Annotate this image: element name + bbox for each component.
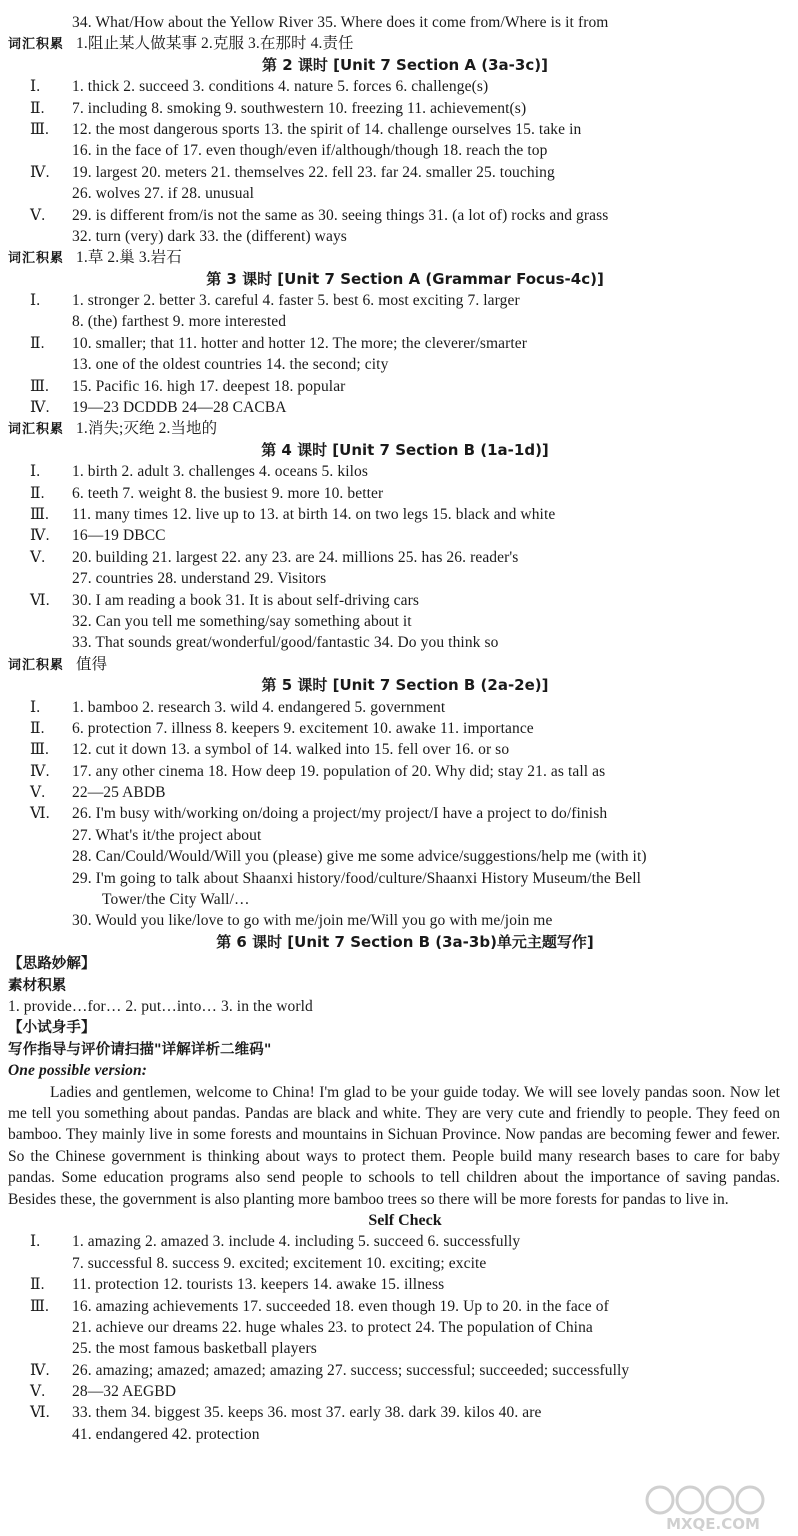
roman-numeral: Ⅱ. [30,99,45,117]
watermark-logo [638,1484,788,1532]
answer-line [30,761,780,782]
roman-numeral: Ⅰ. [30,698,41,716]
answer-line [30,333,780,354]
bold-label: 【思路妙解】 [8,956,96,973]
roman-numeral: Ⅰ. [30,78,41,96]
answer-line [30,697,780,718]
plain-line: 1. provide…for… 2. put…into… 3. in the world [8,997,313,1015]
roman-numeral: Ⅵ. [30,591,50,609]
answer-text: 30. I am reading a book 31. It is about self-driving cars [72,591,420,609]
answer-text: 7. including 8. smoking 9. southwestern 10. freezing 11. achievement(s) [72,99,527,117]
answer-text: 33. them 34. biggest 35. keeps 36. most 37. early 38. dark 39. kilos 40. are [72,1404,542,1422]
roman-numeral: Ⅴ. [30,1383,46,1401]
bold-label: 【小试身手】 [8,1020,96,1037]
answer-line [30,290,780,311]
answer-text: 1. amazing 2. amazed 3. include 4. including 5. succeed 6. successfully [72,1233,521,1251]
vocab-line [8,33,780,54]
vocab-text: 1.阻止某人做某事 2.克服 3.在那时 4.责任 [76,35,354,53]
answer-lines-self-check [30,1210,780,1445]
answer-line [30,483,780,504]
bold-label: 写作指导与评价请扫描"详解详析二维码" [8,1041,272,1058]
answer-line-continued: 27. countries 28. understand 29. Visitors [72,570,327,588]
answer-line [30,1274,780,1295]
answer-line-continued: 32. Can you tell me something/say something about it [72,612,412,630]
roman-numeral: Ⅵ. [30,1404,50,1422]
lesson-heading: 第 4 课时 [Unit 7 Section B (1a-1d)] [261,440,549,459]
answer-line-continued: 16. in the face of 17. even though/even if/although/though 18. reach the top [72,142,548,160]
answer-line [30,525,780,546]
bold-label: 素材积累 [8,977,67,994]
answer-text: 28—32 AEGBD [72,1383,177,1401]
vocab-text: 值得 [76,655,108,673]
vocab-line [8,418,780,439]
answer-text: 16. amazing achievements 17. succeeded 18. even though 19. Up to 20. in the face of [72,1297,609,1315]
lesson-heading: 第 5 课时 [Unit 7 Section B (2a-2e)] [261,676,549,695]
answer-text: 16—19 DBCC [72,527,166,545]
vocab-label: 词汇积累 [8,422,65,438]
answer-line [30,739,780,760]
answer-text: 12. cut it down 13. a symbol of 14. walked into 15. fell over 16. or so [72,741,510,759]
answer-text: 22—25 ABDB [72,784,166,802]
roman-numeral: Ⅴ. [30,548,46,566]
roman-numeral: Ⅰ. [30,292,41,310]
answer-line-continued: 34. What/How about the Yellow River 35. Where does it come from/Where is it from [72,14,609,31]
answer-line [30,98,780,119]
roman-numeral: Ⅰ. [30,463,41,481]
answer-text: 1. birth 2. adult 3. challenges 4. oceans 5. kilos [72,463,368,481]
label-line [8,1039,780,1060]
sample-essay [8,1082,780,1210]
vocab-line [8,654,780,675]
vocab-text: 1.草 2.巢 3.岩石 [76,249,182,267]
answer-line-wrapped: Tower/the City Wall/… [102,891,250,909]
answer-line [30,376,780,397]
answer-line [30,397,780,418]
answer-line [30,718,780,739]
answer-text: 20. building 21. largest 22. any 23. are 24. millions 25. has 26. reader's [72,548,519,566]
answer-line-continued: 7. successful 8. success 9. excited; excitement 10. exciting; excite [72,1254,487,1272]
answer-line-continued: 28. Can/Could/Would/Will you (please) give me some advice/suggestions/help me (with it) [72,848,647,866]
answer-line [30,119,780,140]
answer-line [30,803,780,824]
answer-line-continued: 32. turn (very) dark 33. the (different) ways [72,227,347,245]
roman-numeral: Ⅲ. [30,377,50,395]
essay-intro-line [8,1060,780,1081]
answer-text: 6. protection 7. illness 8. keepers 9. excitement 10. awake 11. importance [72,719,534,737]
vocab-text: 1.消失;灭绝 2.当地的 [76,420,218,438]
answer-line [30,1231,780,1252]
roman-numeral: Ⅲ. [30,120,50,138]
answer-line [30,504,780,525]
roman-numeral: Ⅴ. [30,784,46,802]
answer-line [30,547,780,568]
roman-numeral: Ⅱ. [30,719,45,737]
answer-line [30,1360,780,1381]
vocab-label: 词汇积累 [8,657,65,673]
section-heading: Self Check [368,1211,442,1229]
watermark-text: MXQE.COM [666,1515,760,1533]
answer-line-continued: 25. the most famous basketball players [72,1340,317,1358]
roman-numeral: Ⅲ. [30,741,50,759]
answer-text: 11. protection 12. tourists 13. keepers 14. awake 15. illness [72,1276,445,1294]
answer-text: 26. amazing; amazed; amazed; amazing 27. success; successful; succeeded; successfully [72,1361,630,1379]
answer-line [30,782,780,803]
roman-numeral: Ⅰ. [30,1233,41,1251]
roman-numeral: Ⅳ. [30,1361,50,1379]
lesson-heading: 第 3 课时 [Unit 7 Section A (Grammar Focus-4c)] [206,269,604,288]
roman-numeral: Ⅱ. [30,334,45,352]
label-line [8,953,780,974]
roman-numeral: Ⅱ. [30,484,45,502]
answer-text: 12. the most dangerous sports 13. the spirit of 14. challenge ourselves 15. take in [72,120,582,138]
answer-text: 26. I'm busy with/working on/doing a project/my project/I have a project to do/finish [72,805,608,823]
label-line [8,975,780,996]
lesson-heading: 第 6 课时 [Unit 7 Section B (3a-3b)单元主题写作] [216,932,594,951]
roman-numeral: Ⅳ. [30,399,50,417]
answer-line [30,76,780,97]
answer-text: 11. many times 12. live up to 13. at birth 14. on two legs 15. black and white [72,505,556,523]
answer-line-continued: 27. What's it/the project about [72,826,262,844]
answer-line-continued: 33. That sounds great/wonderful/good/fantastic 34. Do you think so [72,634,499,652]
answer-line [30,162,780,183]
roman-numeral: Ⅲ. [30,505,50,523]
answer-text: 19—23 DCDDB 24—28 CACBA [72,399,287,417]
roman-numeral: Ⅵ. [30,805,50,823]
answer-line [30,1402,780,1423]
answer-text: 1. thick 2. succeed 3. conditions 4. nature 5. forces 6. challenge(s) [72,78,489,96]
answer-text: 1. stronger 2. better 3. careful 4. faster 5. best 6. most exciting 7. larger [72,292,520,310]
answer-line-continued: 13. one of the oldest countries 14. the second; city [72,356,389,374]
answer-line [30,205,780,226]
roman-numeral: Ⅴ. [30,206,46,224]
answer-line [30,1381,780,1402]
answer-text: 17. any other cinema 18. How deep 19. population of 20. Why did; stay 21. as tall as [72,762,606,780]
roman-numeral: Ⅲ. [30,1297,50,1315]
answer-line-continued: 21. achieve our dreams 22. huge whales 23. to protect 24. The population of China [72,1318,593,1336]
answer-line [30,590,780,611]
vocab-line [8,247,780,268]
answer-line [30,1296,780,1317]
answer-text: 6. teeth 7. weight 8. the busiest 9. more 10. better [72,484,384,502]
answer-line-continued: 29. I'm going to talk about Shaanxi history/food/culture/Shaanxi History Museum/the Bell [72,869,642,887]
vocab-label: 词汇积累 [8,37,65,53]
label-line [8,1017,780,1038]
answer-line-continued: 26. wolves 27. if 28. unusual [72,185,254,203]
answer-line-continued: 41. endangered 42. protection [72,1425,260,1443]
roman-numeral: Ⅳ. [30,527,50,545]
essay-intro: One possible version: [8,1062,148,1080]
vocab-label: 词汇积累 [8,251,65,267]
essay-paragraph: Ladies and gentlemen, welcome to China! I'm glad to be your guide today. We will see lovely pandas soon. Now let me tell you something about pandas. Pandas are black and white. They are very cute and friendly to people. They feed on bamboo. They mainly live in some forests and mountains in Sichuan Province. Now pandas are becoming fewer and fewer. So the Chinese government is thinking about ways to protect them. People build many research bases to care for baby pandas. Some education programs also send people to schools to tell children about the importance of saving pandas. Besides these, the government is also planting more bamboo trees so there will be more forests for pandas to live in. [8,1083,780,1208]
answer-text: 10. smaller; that 11. hotter and hotter 12. The more; the cleverer/smarter [72,334,528,352]
roman-numeral: Ⅳ. [30,163,50,181]
answer-line-continued: 8. (the) farthest 9. more interested [72,313,287,331]
roman-numeral: Ⅱ. [30,1276,45,1294]
answer-lines-top [8,12,780,1082]
answer-line [30,461,780,482]
answer-line-continued: 30. Would you like/love to go with me/join me/Will you go with me/join me [72,912,553,930]
answer-text: 1. bamboo 2. research 3. wild 4. endangered 5. government [72,698,446,716]
lesson-heading: 第 2 课时 [Unit 7 Section A (3a-3c)] [262,55,548,74]
roman-numeral: Ⅳ. [30,762,50,780]
answer-text: 15. Pacific 16. high 17. deepest 18. popular [72,377,346,395]
answer-text: 19. largest 20. meters 21. themselves 22. fell 23. far 24. smaller 25. touching [72,163,555,181]
answer-text: 29. is different from/is not the same as 30. seeing things 31. (a lot of) rocks and grass [72,206,609,224]
